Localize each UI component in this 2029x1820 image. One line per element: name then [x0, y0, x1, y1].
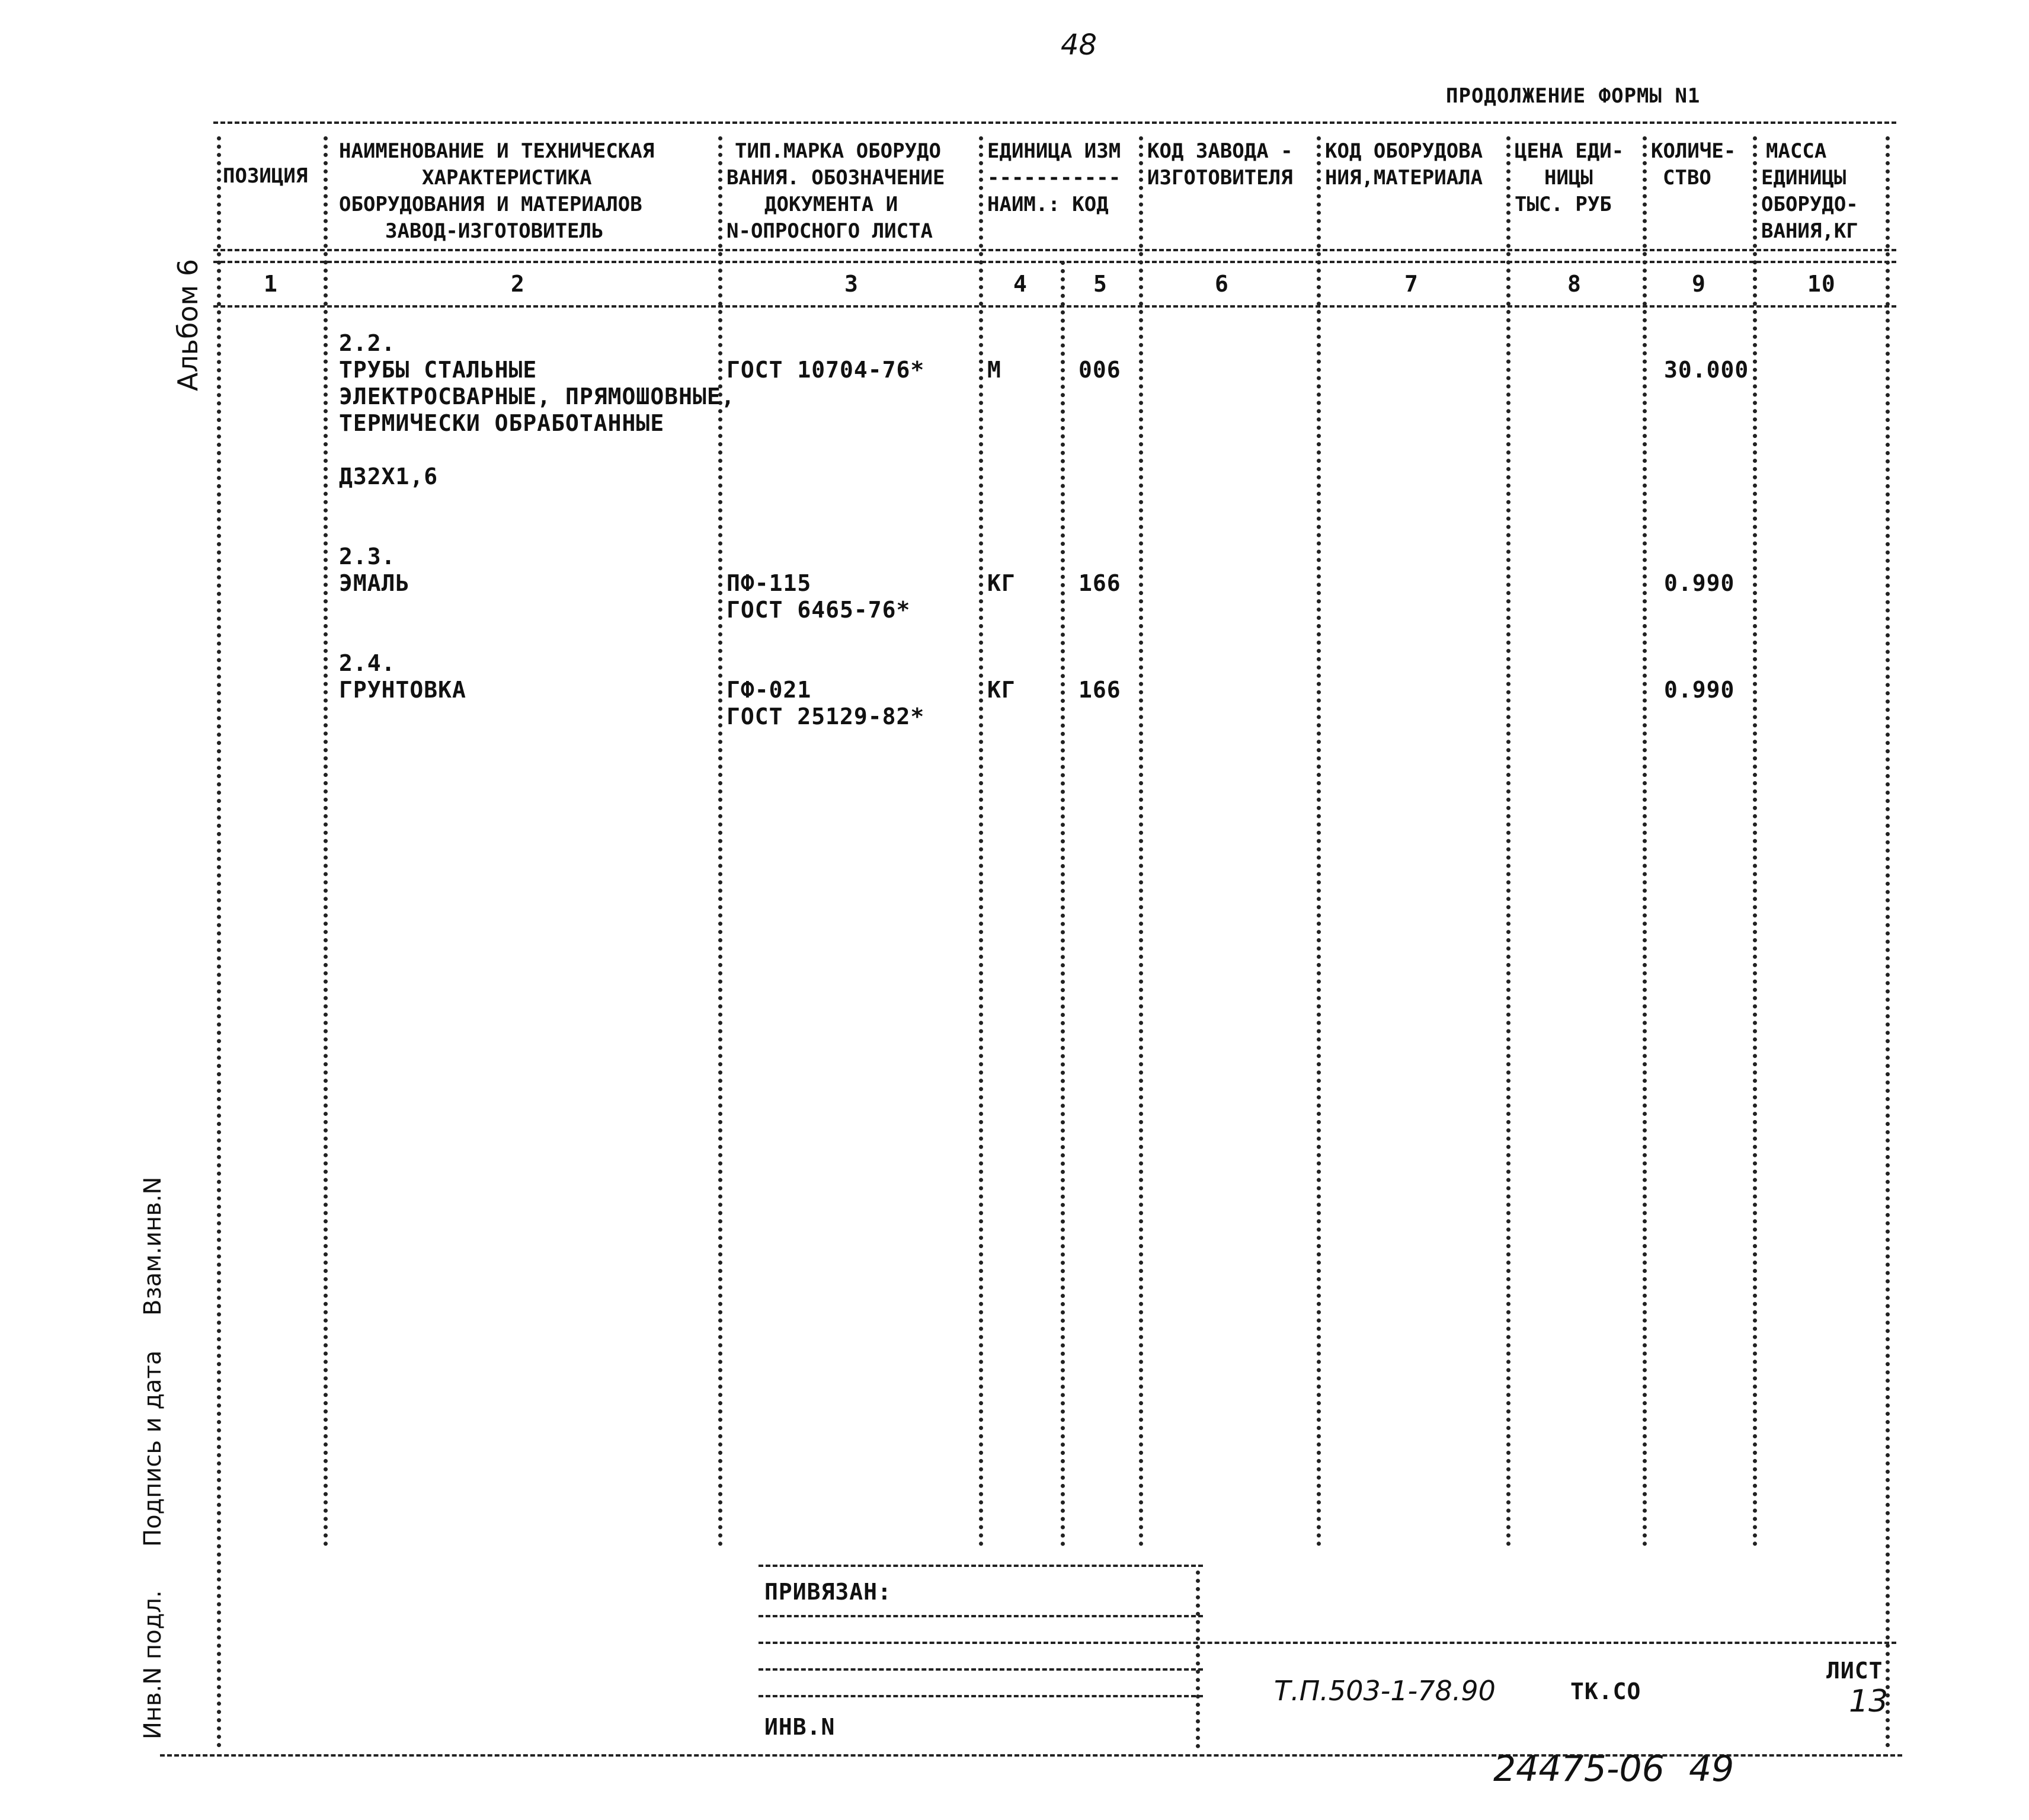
header-col-6-line: ИЗГОТОВИТЕЛЯ: [1147, 166, 1293, 190]
rule-top: [213, 121, 1896, 124]
stamp-sep: [1196, 1570, 1200, 1748]
col-sep-3: [979, 136, 983, 1547]
cell-description: 2.2.: [339, 330, 396, 356]
col-sep-1: [324, 136, 328, 1547]
column-number: 1: [264, 271, 278, 297]
header-col-1: ПОЗИЦИЯ: [223, 164, 308, 188]
col-sep-2: [718, 136, 722, 1547]
header-col-4-5-line: НАИМ.: КОД: [987, 193, 1109, 216]
continuation-title: ПРОДОЛЖЕНИЕ ФОРМЫ N1: [1446, 84, 1701, 108]
document-suffix: ТК.СО: [1570, 1678, 1641, 1704]
rule-stamp-5: [759, 1695, 1203, 1697]
header-col-10-line: МАССА: [1766, 139, 1827, 163]
cell-unit-name: КГ: [987, 677, 1016, 703]
cell-unit-code: 166: [1078, 570, 1121, 596]
col-sep-4: [1061, 261, 1065, 1547]
header-col-4-5-line: -----------: [987, 166, 1121, 190]
cell-description: ТРУБЫ СТАЛЬНЫЕ: [339, 357, 537, 383]
column-number: 2: [511, 271, 525, 297]
header-col-10-line: ЕДИНИЦЫ: [1761, 166, 1846, 190]
column-number: 10: [1807, 271, 1836, 297]
column-number: 4: [1013, 271, 1028, 297]
header-col-10-line: ВАНИЯ,КГ: [1761, 219, 1858, 243]
cell-unit-code: 006: [1078, 357, 1121, 383]
column-number: 7: [1404, 271, 1419, 297]
header-col-8-line: НИЦЫ: [1544, 166, 1593, 190]
column-number: 6: [1215, 271, 1229, 297]
document-code: Т.П.503-1-78.90: [1274, 1675, 1496, 1707]
col-sep-10: [1886, 136, 1890, 1748]
col-sep-7: [1506, 136, 1510, 1547]
cell-unit-name: КГ: [987, 570, 1016, 596]
header-col-4-5-line: ЕДИНИЦА ИЗМ: [987, 139, 1121, 163]
margin-label-vzam-inv: Взам.инв.N: [139, 1176, 167, 1316]
rule-stamp-3: [759, 1642, 1896, 1644]
col-sep-0: [217, 136, 221, 1748]
cell-description: 2.4.: [339, 650, 396, 676]
cell-unit-name: М: [987, 357, 1001, 383]
header-col-3-line: ВАНИЯ. ОБОЗНАЧЕНИЕ: [727, 166, 945, 190]
rule-stamp-1: [759, 1565, 1203, 1567]
cell-type-mark: ПФ-115: [727, 570, 812, 596]
header-col-9-line: КОЛИЧЕ-: [1651, 139, 1736, 163]
header-col-2-line: ХАРАКТЕРИСТИКА: [422, 166, 592, 190]
cell-description: 2.3.: [339, 543, 396, 570]
column-number: 9: [1692, 271, 1706, 297]
cell-type-mark: ГОСТ 25129-82*: [727, 703, 925, 730]
inv-number-label: ИНВ.N: [764, 1714, 836, 1740]
column-number: 8: [1567, 271, 1582, 297]
footer-number: 24475-06: [1493, 1748, 1665, 1790]
album-label: Альбом 6: [172, 258, 204, 391]
header-col-3-line: ТИП.МАРКА ОБОРУДО: [735, 139, 941, 163]
sheet-label: ЛИСТ: [1826, 1658, 1883, 1684]
cell-type-mark: ГОСТ 6465-76*: [727, 597, 911, 623]
column-number: 5: [1093, 271, 1108, 297]
margin-label-signature-date: Подпись и дата: [139, 1350, 167, 1547]
sheet-number: 13: [1849, 1684, 1889, 1719]
footer-page: 49: [1689, 1748, 1734, 1790]
privyazan-label: ПРИВЯЗАН:: [764, 1579, 892, 1605]
header-col-2-line: ОБОРУДОВАНИЯ И МАТЕРИАЛОВ: [339, 193, 642, 216]
cell-quantity: 0.990: [1664, 570, 1735, 596]
margin-label-inv-podl: Инв.N подл.: [139, 1590, 167, 1739]
rule-stamp-4: [759, 1668, 1203, 1671]
header-col-9-line: СТВО: [1663, 166, 1711, 190]
col-sep-6: [1317, 136, 1321, 1547]
cell-unit-code: 166: [1078, 677, 1121, 703]
cell-type-mark: ГОСТ 10704-76*: [727, 357, 925, 383]
header-col-2-line: НАИМЕНОВАНИЕ И ТЕХНИЧЕСКАЯ: [339, 139, 655, 163]
header-col-6-line: КОД ЗАВОДА -: [1147, 139, 1293, 163]
header-col-8-line: ТЫС. РУБ: [1515, 193, 1612, 216]
header-col-7-line: НИЯ,МАТЕРИАЛА: [1325, 166, 1483, 190]
cell-quantity: 0.990: [1664, 677, 1735, 703]
page-number: 48: [1061, 28, 1097, 62]
header-col-3-line: N-ОПРОСНОГО ЛИСТА: [727, 219, 933, 243]
header-col-3-line: ДОКУМЕНТА И: [764, 193, 898, 216]
col-sep-5: [1139, 136, 1143, 1547]
rule-stamp-2: [759, 1615, 1203, 1617]
cell-type-mark: ГФ-021: [727, 677, 812, 703]
cell-description: ЭЛЕКТРОСВАРНЫЕ, ПРЯМОШОВНЫЕ,: [339, 383, 735, 410]
col-sep-9: [1753, 136, 1757, 1547]
cell-description: ТЕРМИЧЕСКИ ОБРАБОТАННЫЕ: [339, 410, 665, 436]
cell-description: ГРУНТОВКА: [339, 677, 466, 703]
cell-description: ЭМАЛЬ: [339, 570, 410, 596]
header-col-10-line: ОБОРУДО-: [1761, 193, 1858, 216]
cell-description: Д32Х1,6: [339, 463, 439, 490]
header-col-2-line: ЗАВОД-ИЗГОТОВИТЕЛЬ: [385, 219, 604, 243]
header-col-7-line: КОД ОБОРУДОВА: [1325, 139, 1483, 163]
column-number: 3: [844, 271, 859, 297]
cell-quantity: 30.000: [1664, 357, 1749, 383]
col-sep-8: [1643, 136, 1647, 1547]
header-col-8-line: ЦЕНА ЕДИ-: [1515, 139, 1624, 163]
